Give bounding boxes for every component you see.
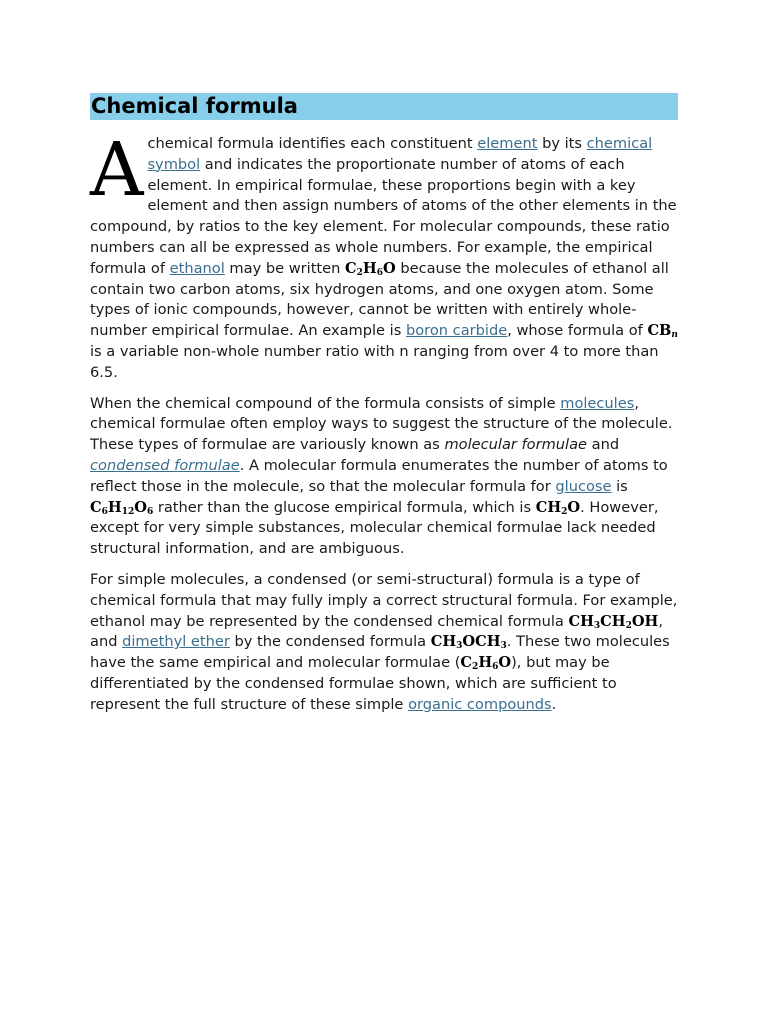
paragraph-1 bbox=[90, 127, 678, 384]
article bbox=[90, 93, 678, 726]
formula-dimethyl-ether: $CH_3OCH_3$ bbox=[430, 633, 507, 652]
text: rather than the glucose empirical formula, which is bbox=[153, 498, 536, 516]
text: is bbox=[611, 477, 628, 495]
link-molecules[interactable]: molecules bbox=[560, 394, 635, 412]
drop-cap: A bbox=[90, 127, 144, 213]
text: , chemical formulae often employ ways to suggest the structure of the molecule. These types of formulae are variously known as bbox=[90, 394, 673, 454]
link-ethanol[interactable]: ethanol bbox=[169, 259, 225, 277]
text: When the chemical compound of the formula consists of simple bbox=[90, 394, 561, 412]
formula-cbn: $CB_n$ bbox=[647, 322, 678, 341]
text: . However, except for very simple substances, molecular chemical formulae lack needed structural information, and are ambiguous. bbox=[90, 498, 659, 558]
formula-c2h6o: $C_2H_6O$ bbox=[345, 259, 396, 278]
paragraph-2 bbox=[90, 394, 678, 560]
formula-glucose: $C_6H_{12}O_6$ bbox=[90, 498, 154, 517]
text: and bbox=[587, 436, 620, 454]
title-bar bbox=[90, 93, 678, 120]
page-title: Chemical formula bbox=[91, 94, 298, 118]
link-element[interactable]: element bbox=[477, 135, 538, 152]
text: . bbox=[551, 695, 557, 713]
link-organic-compounds[interactable]: organic compounds bbox=[408, 695, 552, 713]
formula-ch2o: $CH_2O$ bbox=[535, 498, 581, 517]
text: by its bbox=[537, 135, 587, 152]
link-boron-carbide[interactable]: boron carbide bbox=[405, 322, 508, 340]
text: , whose formula of bbox=[507, 322, 648, 340]
text: chemical formula identifies each constituent bbox=[147, 135, 478, 152]
formula-c2h6o: $C_2H_6O$ bbox=[460, 654, 512, 673]
link-glucose[interactable]: glucose bbox=[555, 477, 612, 495]
link-dimethyl-ether[interactable]: dimethyl ether bbox=[122, 633, 230, 651]
text: by the condensed formula bbox=[229, 633, 431, 651]
link-chemical-symbol[interactable]: chemical symbol bbox=[147, 135, 653, 173]
text: , and bbox=[90, 612, 663, 651]
text: may be written bbox=[224, 259, 346, 277]
formula-ethanol-condensed: $CH_3CH_2OH$ bbox=[568, 612, 659, 631]
text: because the molecules of ethanol all contain two carbon atoms, six hydrogen atoms, and one oxygen atom. Some types of ionic compounds, however, cannot be written with entirely whole-number empirical formulae. An example is bbox=[90, 259, 669, 340]
text: ), but may be differentiated by the condensed formulae shown, which are sufficient to represent the full structure of these simple bbox=[90, 654, 617, 713]
link-condensed-formulae[interactable]: condensed formulae bbox=[90, 456, 240, 474]
paragraph-3 bbox=[90, 570, 678, 716]
text: For simple molecules, a condensed (or semi-structural) formula is a type of chemical formula that may fully imply a correct structural formula. For example, ethanol may be represented by the condensed chemical formula bbox=[90, 570, 678, 630]
emphasis-molecular-formulae: molecular formulae bbox=[444, 436, 588, 454]
text: . These two molecules have the same empirical and molecular formulae ( bbox=[90, 633, 670, 672]
text: and indicates the proportionate number of atoms of each element. In empirical formulae, these proportions begin with a key element and then assign numbers of atoms of the other elements in the compound, by ratios to the key element. For molecular compounds, these ratio numbers can all be expressed as whole numbers. For example, the empirical formula of bbox=[90, 155, 677, 277]
text: . A molecular formula enumerates the number of atoms to reflect those in the molecule, so that the molecular formula for bbox=[90, 456, 668, 495]
text: is a variable non-whole number ratio with n ranging from over 4 to more than 6.5. bbox=[90, 342, 659, 381]
